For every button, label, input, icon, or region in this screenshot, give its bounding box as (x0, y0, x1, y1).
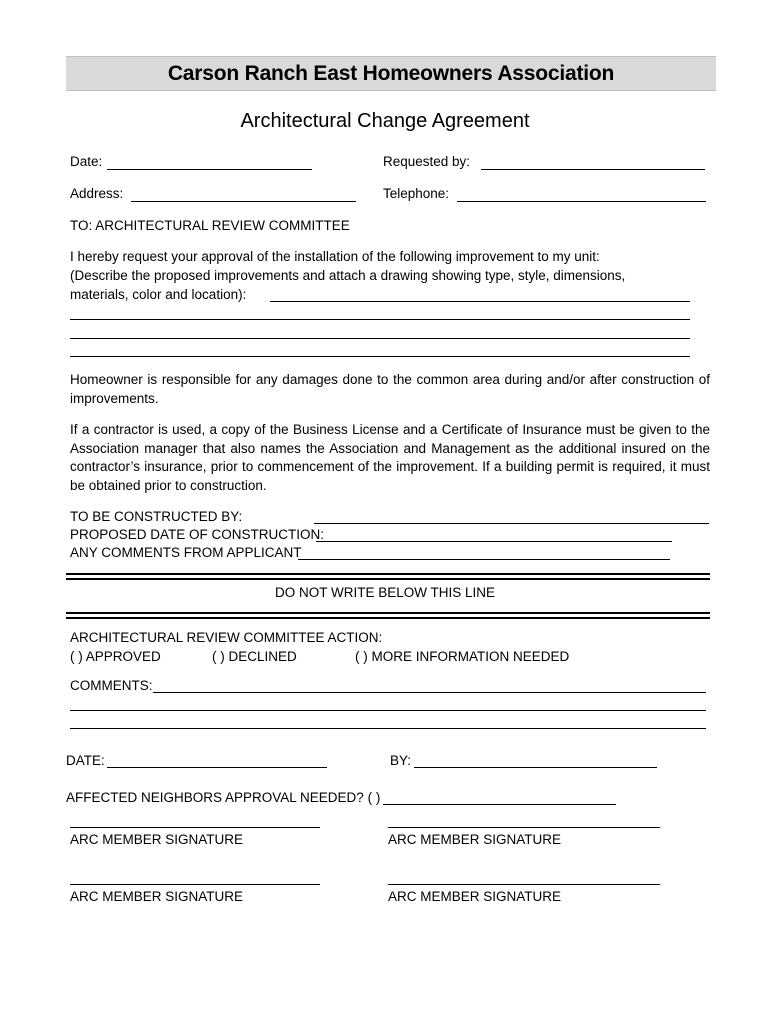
applicant-comments-label: ANY COMMENTS FROM APPLICANT (70, 545, 302, 560)
description-field-2[interactable] (70, 319, 690, 320)
signature-line-4[interactable] (388, 884, 660, 885)
constructed-by-label: TO BE CONSTRUCTED BY: (70, 509, 243, 524)
org-name: Carson Ranch East Homeowners Association (167, 62, 615, 85)
committee-comments-field-2[interactable] (70, 710, 706, 711)
date-label: Date: (70, 154, 103, 169)
committee-comments-field-3[interactable] (70, 728, 706, 729)
proposed-date-field[interactable] (316, 541, 672, 542)
form-title: Architectural Change Agreement (240, 110, 530, 132)
contractor-paragraph: If a contractor is used, a copy of the Business License and a Certificate of Insurance must be given to the Association manager that also names the Association and Management as the additional insured on the contractor’s insurance, prior to commencement of the improvement. If a building permit is required, it must be obtained prior to construction. (70, 422, 710, 493)
committee-by-field[interactable] (414, 767, 657, 768)
committee-date-field[interactable] (107, 767, 327, 768)
divider-bottom (66, 612, 710, 619)
requested-by-label: Requested by: (383, 154, 471, 169)
address-label: Address: (70, 186, 124, 201)
signature-line-2[interactable] (388, 827, 660, 828)
do-not-write-notice: DO NOT WRITE BELOW THIS LINE (274, 585, 496, 600)
responsibility-paragraph: Homeowner is responsible for any damages done to the common area during and/or after construction of improvements. (70, 372, 710, 406)
signature-line-3[interactable] (70, 884, 320, 885)
committee-date-label: DATE: (66, 753, 105, 768)
signature-line-1[interactable] (70, 827, 320, 828)
requested-by-field[interactable] (481, 169, 705, 170)
signature-label-4: ARC MEMBER SIGNATURE (388, 889, 562, 904)
signature-label-1: ARC MEMBER SIGNATURE (70, 832, 244, 847)
telephone-field[interactable] (457, 201, 706, 202)
more-info-option[interactable]: ( ) MORE INFORMATION NEEDED (355, 649, 570, 664)
description-field-3[interactable] (70, 338, 690, 339)
proposed-date-label: PROPOSED DATE OF CONSTRUCTION: (70, 527, 325, 542)
committee-comments-label: COMMENTS: (70, 678, 153, 693)
committee-by-label: BY: (390, 753, 412, 768)
header-banner (66, 56, 716, 91)
approved-option[interactable]: ( ) APPROVED (70, 649, 161, 664)
neighbors-approval-label: AFFECTED NEIGHBORS APPROVAL NEEDED? ( ) (66, 790, 381, 805)
applicant-comments-field[interactable] (298, 559, 670, 560)
committee-comments-field-1[interactable] (153, 692, 706, 693)
constructed-by-field[interactable] (314, 523, 709, 524)
to-line: TO: ARCHITECTURAL REVIEW COMMITTEE (70, 218, 350, 233)
signature-label-3: ARC MEMBER SIGNATURE (70, 889, 244, 904)
date-field[interactable] (107, 169, 312, 170)
request-line-3: materials, color and location): (70, 287, 247, 302)
description-field-4[interactable] (70, 356, 690, 357)
declined-option[interactable]: ( ) DECLINED (212, 649, 297, 664)
request-line-2: (Describe the proposed improvements and attach a drawing showing type, style, dimensions, (70, 268, 626, 283)
request-line-1: I hereby request your approval of the installation of the following improvement to my unit: (70, 249, 600, 264)
neighbors-approval-field[interactable] (383, 804, 616, 805)
address-field[interactable] (131, 201, 356, 202)
description-field-1[interactable] (270, 301, 690, 302)
committee-action-label: ARCHITECTURAL REVIEW COMMITTEE ACTION: (70, 630, 383, 645)
signature-label-2: ARC MEMBER SIGNATURE (388, 832, 562, 847)
divider-top (66, 573, 710, 580)
telephone-label: Telephone: (383, 186, 450, 201)
